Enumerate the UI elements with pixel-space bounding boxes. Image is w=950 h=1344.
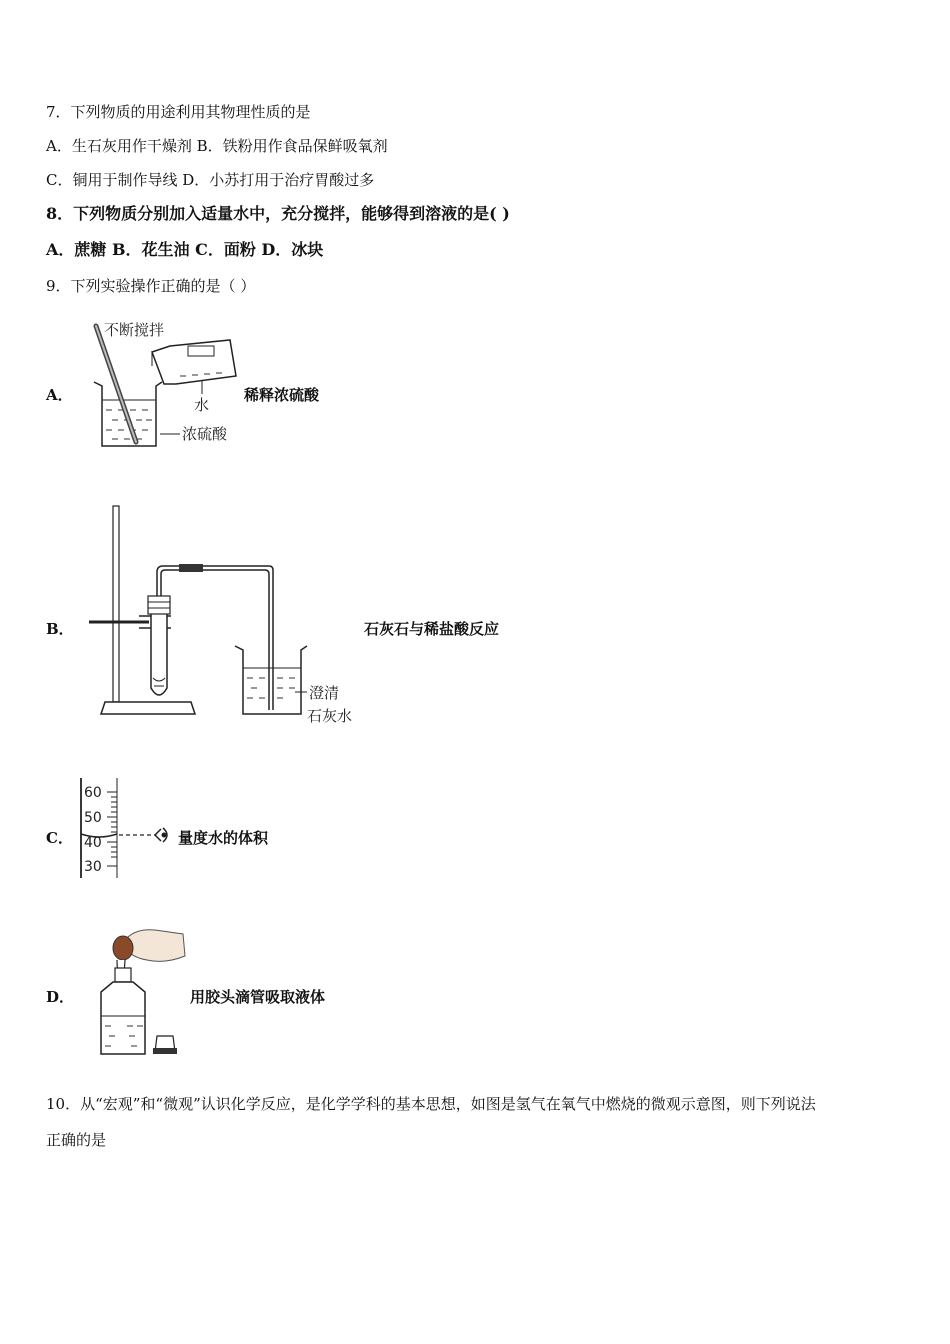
q9-option-b-caption: 石灰石与稀盐酸反应 [364,620,500,638]
q10-stem-line2: 正确的是 [46,1131,107,1149]
q9-option-b-letter: B． [46,620,74,638]
q8-stem: 8．下列物质分别加入适量水中，充分搅拌，能够得到溶液的是( ) [46,204,510,223]
q9-option-a-letter: A． [46,386,73,404]
q9-option-d-figure [95,920,195,1060]
label-clear: 澄清 [309,684,340,702]
q7-stem: 7．下列物质的用途利用其物理性质的是 [46,103,311,121]
q8-options: A．蔗糖 B．花生油 C．面粉 D．冰块 [46,240,324,259]
label-stir: 不断搅拌 [104,321,165,339]
q7-options-cd: C．铜用于制作导线 D．小苏打用于治疗胃酸过多 [46,171,375,189]
scale-40: 40 [84,835,102,851]
q9-option-d-caption: 用胶头滴管吸取液体 [190,988,326,1006]
q9-stem: 9．下列实验操作正确的是（ ） [46,277,256,295]
q9-option-c-caption: 量度水的体积 [178,829,269,847]
scale-60: 60 [84,785,102,801]
scale-50: 50 [84,810,102,826]
label-lime-water: 石灰水 [307,707,353,725]
q9-option-c-figure [75,778,185,882]
q9-option-c-letter: C． [46,829,73,847]
q7-options-ab: A．生石灰用作干燥剂 B．铁粉用作食品保鲜吸氧剂 [46,137,388,155]
hand-icon [125,930,185,962]
q9-option-b-figure [95,500,375,730]
q9-option-d-letter: D． [46,988,75,1006]
q10-stem-line1: 10．从“宏观”和“微观”认识化学反应，是化学学科的基本思想，如图是氢气在氧气中燃烧的微观示意图，则下列说法 [46,1095,816,1113]
label-water: 水 [194,396,210,414]
label-conc-acid: 浓硫酸 [182,425,228,443]
q9-option-a-caption: 稀释浓硫酸 [244,386,320,404]
q9-option-a-figure [90,318,250,453]
scale-30: 30 [84,859,102,875]
